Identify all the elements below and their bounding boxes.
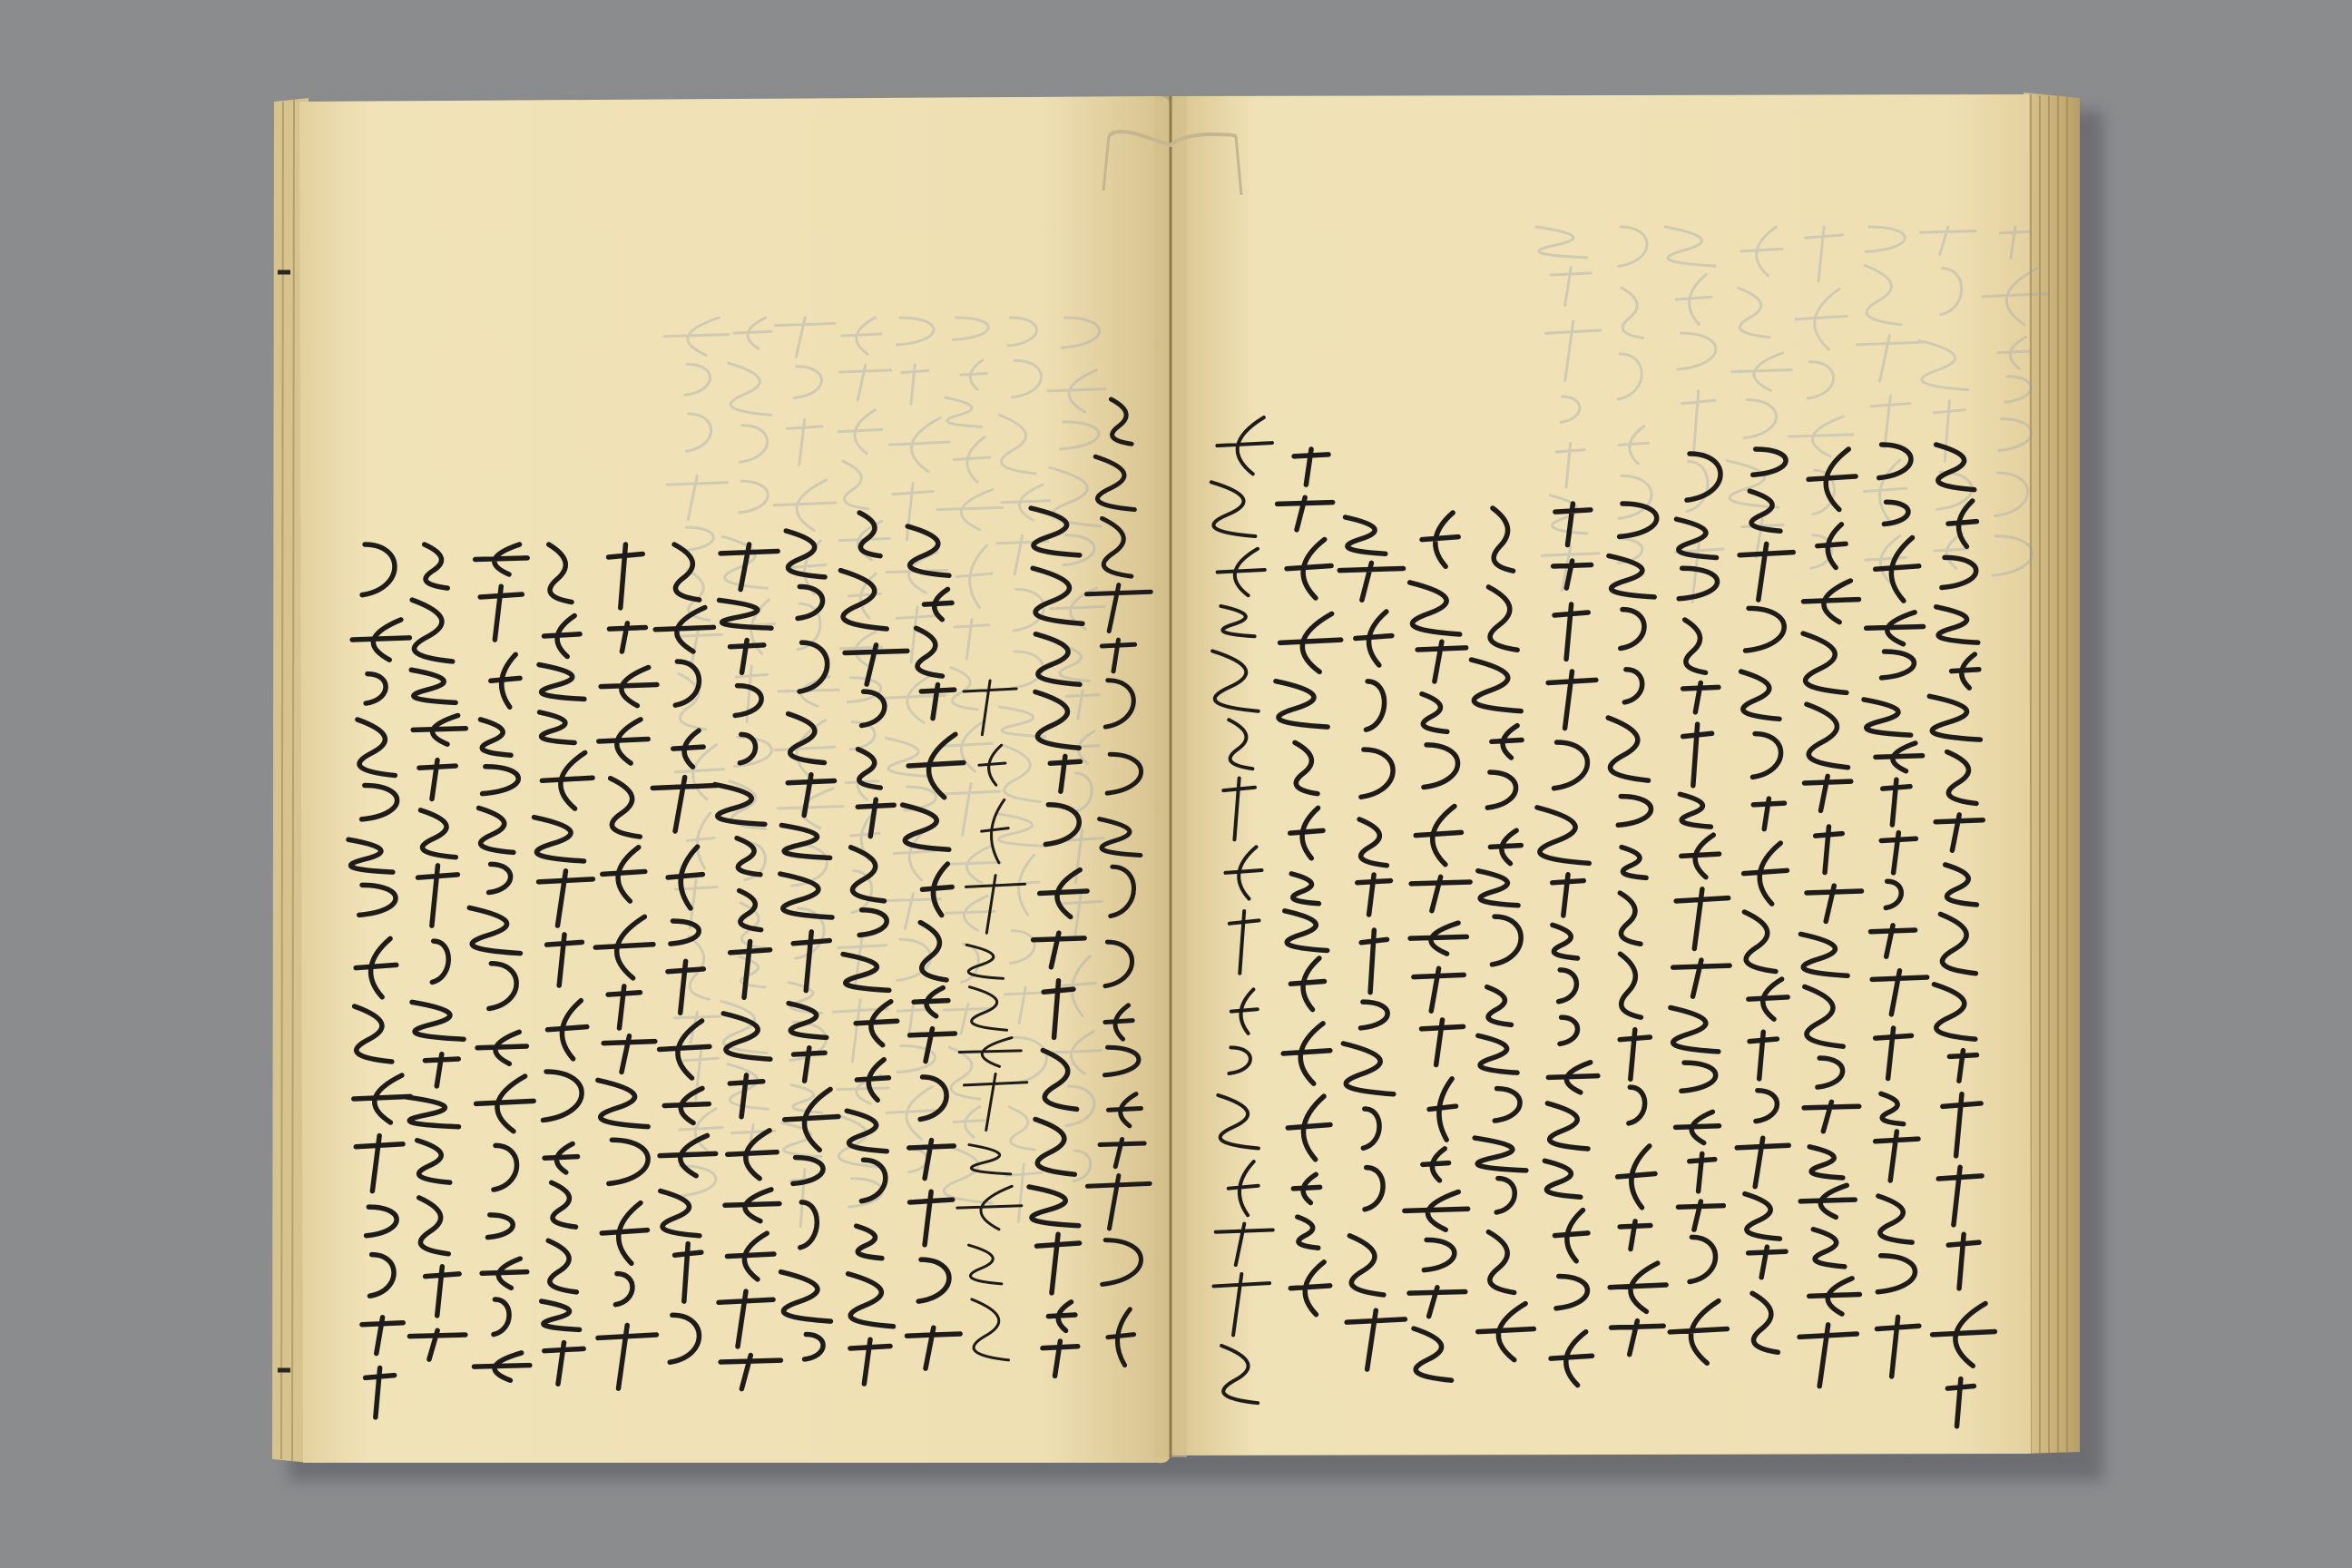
page-edges-right bbox=[2024, 93, 2080, 1454]
